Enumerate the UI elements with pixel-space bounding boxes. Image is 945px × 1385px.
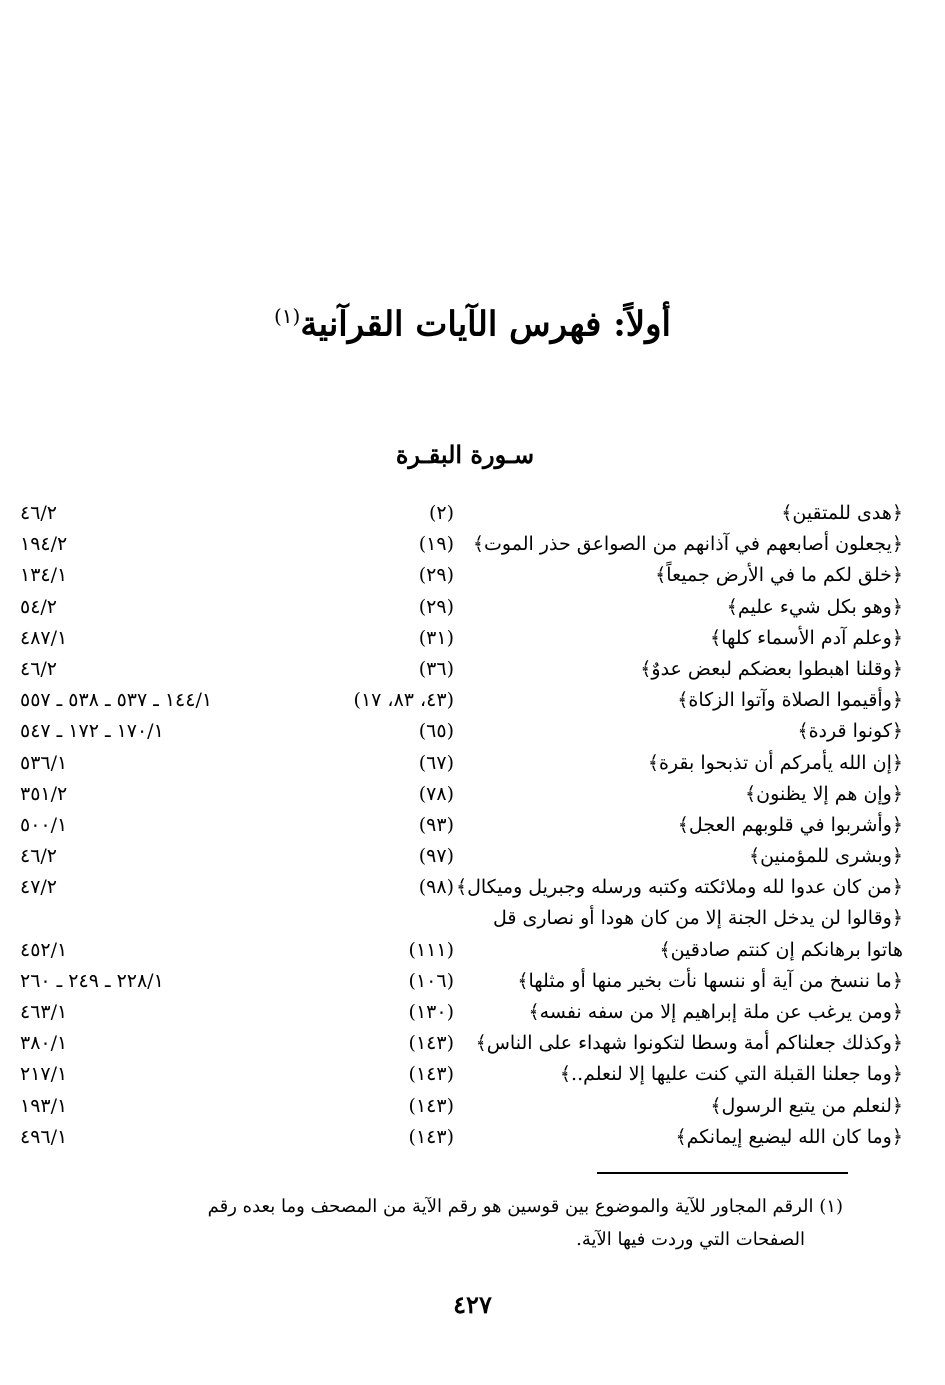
index-row <box>0 560 945 591</box>
verse-text: ﴿وما كان الله ليضيع إيمانكم﴾ <box>675 1125 903 1148</box>
index-row <box>0 997 945 1028</box>
verse-text: ﴿لنعلم من يتبع الرسول﴾ <box>710 1094 903 1117</box>
page-references: ١٩٣/١ <box>20 1094 68 1117</box>
index-row <box>0 903 945 934</box>
page-references: ٢١٧/١ <box>20 1063 68 1086</box>
index-row <box>0 1059 945 1090</box>
verse-number: (٣٦) <box>418 657 454 680</box>
verse-number: (١٩) <box>418 533 454 556</box>
verse-text: ﴿وعلم آدم الأسماء كلها﴾ <box>710 626 903 649</box>
page-references: ٤٦/٢ <box>20 502 58 524</box>
index-row <box>0 966 945 997</box>
verse-text: ﴿وبشرى للمؤمنين﴾ <box>748 845 903 868</box>
page-references: ٥٠٠/١ <box>20 813 68 836</box>
index-row <box>0 623 945 654</box>
verse-text: ﴿إن الله يأمركم أن تذبحوا بقرة﴾ <box>647 751 903 774</box>
page-references: ١٧٠/١ ـ ١٧٢ ـ ٥٤٧ <box>20 720 164 743</box>
verse-number: (١٤٣) <box>408 1094 454 1117</box>
verse-number: (٢٩) <box>418 564 454 587</box>
index-row <box>0 748 945 779</box>
verse-number: (١٣٠) <box>408 1001 454 1023</box>
verse-number: (١٤٣) <box>408 1032 454 1055</box>
index-row <box>0 935 945 966</box>
page-references: ٤٦/٢ <box>20 657 58 680</box>
index-row <box>0 810 945 841</box>
verse-number: (٩٨) <box>418 876 454 899</box>
verse-number: (٧٨) <box>418 782 454 805</box>
page-references: ١٤٤/١ ـ ٥٣٧ ـ ٥٣٨ ـ ٥٥٧ <box>20 689 213 712</box>
verse-text: ﴿كونوا قردة﴾ <box>797 720 903 743</box>
index-row <box>0 872 945 903</box>
verse-text: ﴿وما جعلنا القبلة التي كنت عليها إلا لنعلم..﴾ <box>559 1063 903 1086</box>
verse-index-list <box>0 498 945 1153</box>
surah-title: سـورة البقـرة <box>395 440 535 469</box>
verse-text: ﴿وهو بكل شيء عليم﴾ <box>726 595 903 618</box>
verse-text: ﴿ومن يرغب عن ملة إبراهيم إلا من سفه نفسه﴾ <box>528 1001 903 1023</box>
footnote-line-2: الصفحات التي وردت فيها الآية. <box>576 1229 805 1250</box>
verse-number: (٩٣) <box>418 813 454 836</box>
page-references: ٤٦/٢ <box>20 845 58 868</box>
index-row <box>0 1028 945 1059</box>
page-references: ٤٦٣/١ <box>20 1001 68 1023</box>
page-references: ١٩٤/٢ <box>20 533 68 556</box>
index-row <box>0 654 945 685</box>
index-row <box>0 592 945 623</box>
title-text: أولاً: فهرس الآيات القرآنية <box>300 304 672 345</box>
verse-text: ﴿من كان عدوا لله وملائكته وكتبه ورسله وجبريل وميكال﴾ <box>455 876 903 899</box>
page-references: ٣٥١/٢ <box>20 782 68 805</box>
verse-text: ﴿وقلنا اهبطوا بعضكم لبعض عدوٌ﴾ <box>640 657 903 680</box>
verse-text: ﴿يجعلون أصابعهم في آذانهم من الصواعق حذر الموت﴾ <box>472 533 903 556</box>
verse-number: (٦٧) <box>418 751 454 774</box>
footnote-divider <box>597 1172 848 1174</box>
verse-text: ﴿ما ننسخ من آية أو ننسها نأت بخير منها أو مثلها﴾ <box>517 969 903 992</box>
verse-text: ﴿وكذلك جعلناكم أمة وسطا لتكونوا شهداء على الناس﴾ <box>475 1032 903 1055</box>
verse-text: ﴿هدى للمتقين﴾ <box>781 502 903 524</box>
page-number: ٤٢٧ <box>453 1290 492 1319</box>
surah-heading <box>0 440 930 473</box>
verse-number: (٢) <box>428 502 454 524</box>
page-references: ٤٥٢/١ <box>20 938 68 961</box>
verse-text: ﴿خلق لكم ما في الأرض جميعاً﴾ <box>655 564 903 587</box>
verse-text: ﴿وأقيموا الصلاة وآتوا الزكاة﴾ <box>677 689 903 712</box>
page-references: ٣٨٠/١ <box>20 1032 68 1055</box>
index-row <box>0 1091 945 1122</box>
verse-text: هاتوا برهانكم إن كنتم صادقين﴾ <box>659 938 903 961</box>
footnote <box>113 1190 843 1256</box>
index-row <box>0 841 945 872</box>
index-row <box>0 498 945 529</box>
verse-text: ﴿وقالوا لن يدخل الجنة إلا من كان هودا أو نصارى قل <box>492 907 903 930</box>
verse-number: (١٤٣) <box>408 1063 454 1086</box>
page-references: ٥٤/٢ <box>20 595 58 618</box>
footnote-reference: (١) <box>273 304 301 328</box>
verse-number: (٦٥) <box>418 720 454 743</box>
page-references: ١٣٤/١ <box>20 564 68 587</box>
page-references: ٤٧/٢ <box>20 876 58 899</box>
verse-number: (١١١) <box>408 938 454 961</box>
verse-number: (٩٧) <box>418 845 454 868</box>
verse-number: (٣١) <box>418 626 454 649</box>
page-references: ٥٣٦/١ <box>20 751 68 774</box>
verse-text: ﴿وأشربوا في قلوبهم العجل﴾ <box>677 813 903 836</box>
index-row <box>0 1122 945 1153</box>
page-references: ٤٩٦/١ <box>20 1125 68 1148</box>
page-references: ٤٨٧/١ <box>20 626 68 649</box>
index-row <box>0 779 945 810</box>
verse-number: (٢٩) <box>418 595 454 618</box>
page-title <box>0 304 945 344</box>
verse-text: ﴿وإن هم إلا يظنون﴾ <box>745 782 903 805</box>
page-references: ٢٢٨/١ ـ ٢٤٩ ـ ٢٦٠ <box>20 969 164 992</box>
index-row <box>0 716 945 747</box>
verse-number: (١٠٦) <box>408 969 454 992</box>
verse-number: (٤٣، ٨٣، ١٧) <box>353 689 454 712</box>
footnote-line-1: (١) الرقم المجاور للآية والموضوع بين قوسين هو رقم الآية من المصحف وما بعده رقم <box>207 1196 843 1217</box>
index-row <box>0 685 945 716</box>
index-row <box>0 529 945 560</box>
verse-number: (١٤٣) <box>408 1125 454 1148</box>
